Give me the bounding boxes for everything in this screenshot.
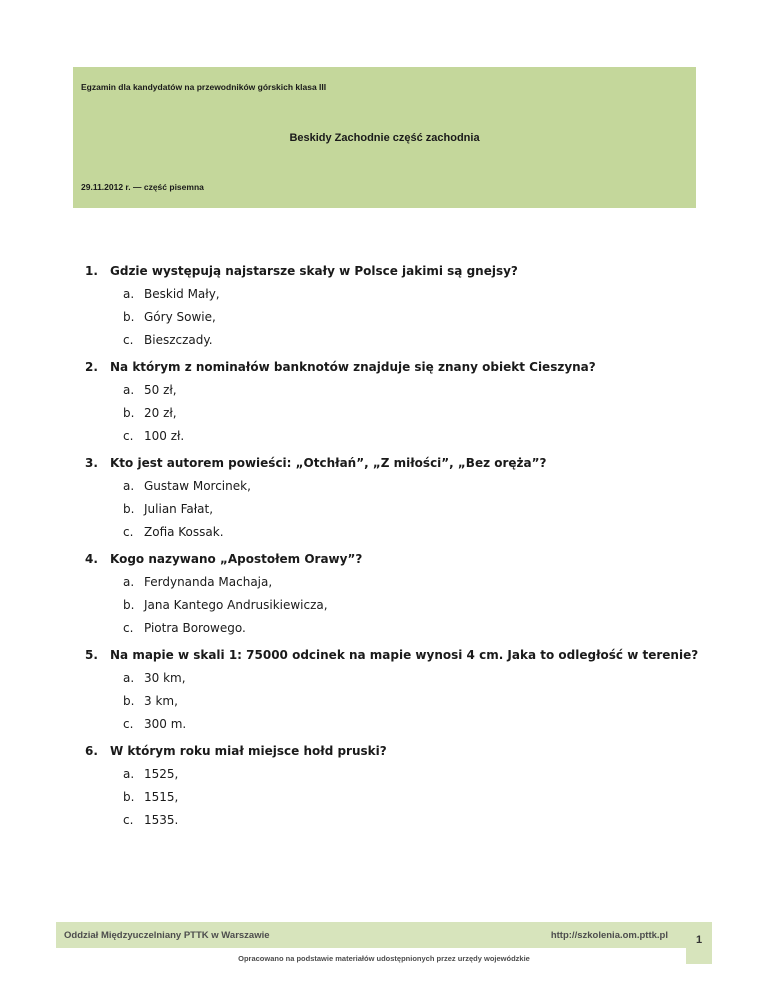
answer-option: [123, 524, 725, 541]
question: [85, 262, 725, 349]
answer-text: Beskid Mały,: [144, 287, 220, 301]
answer-option: [123, 405, 725, 422]
answer-letter: b.: [123, 694, 135, 708]
answer-letter: c.: [123, 717, 134, 731]
answer-text: Góry Sowie,: [144, 310, 216, 324]
answer-letter: c.: [123, 813, 134, 827]
answer-text: 3 km,: [144, 694, 178, 708]
question-title: [85, 262, 725, 280]
answer-letter: b.: [123, 502, 135, 516]
answer-letter: b.: [123, 310, 135, 324]
answer-option: [123, 332, 725, 349]
question-list: [85, 262, 725, 838]
answer-text: 50 zł,: [144, 383, 177, 397]
question-text: Na mapie w skali 1: 75000 odcinek na mapie wynosi 4 cm. Jaka to odległość w terenie?: [110, 648, 699, 662]
answer-letter: c.: [123, 333, 134, 347]
question-number: 1.: [85, 264, 98, 278]
answer-option: [123, 789, 725, 806]
answer-text: 1535.: [144, 813, 179, 827]
question-number: 4.: [85, 552, 98, 566]
answer-letter: a.: [123, 383, 135, 397]
question: [85, 742, 725, 829]
question-title: [85, 646, 725, 664]
answer-text: 300 m.: [144, 717, 187, 731]
answer-letter: c.: [123, 621, 134, 635]
exam-region: Beskidy Zachodnie część zachodnia: [289, 132, 480, 144]
answer-option: [123, 620, 725, 637]
footer-link[interactable]: http://szkolenia.om.pttk.pl: [550, 930, 668, 941]
question-number: 5.: [85, 648, 98, 662]
answer-text: 1515,: [144, 790, 179, 804]
question-number: 2.: [85, 360, 98, 374]
answer-text: 1525,: [144, 767, 179, 781]
answer-letter: a.: [123, 671, 135, 685]
answer-option: [123, 693, 725, 710]
question-title: [85, 742, 725, 760]
exam-title: Egzamin dla kandydatów na przewodników górskich klasa III: [81, 82, 327, 92]
answer-option: [123, 597, 725, 614]
answer-text: Jana Kantego Andrusikiewicza,: [144, 598, 328, 612]
answer-letter: c.: [123, 429, 134, 443]
question-title: [85, 454, 725, 472]
answer-option: [123, 309, 725, 326]
answer-option: [123, 670, 725, 687]
answer-option: [123, 478, 725, 495]
answer-text: Gustaw Morcinek,: [144, 479, 251, 493]
exam-date: 29.11.2012 r. — część pisemna: [81, 182, 204, 192]
answer-option: [123, 382, 725, 399]
question-text: Gdzie występują najstarsze skały w Polsce jakimi są gnejsy?: [110, 264, 518, 278]
question-title: [85, 358, 725, 376]
answer-option: [123, 428, 725, 445]
footer-note: Opracowano na podstawie materiałów udostępnionych przez urzędy wojewódzkie: [238, 954, 530, 963]
answer-letter: c.: [123, 525, 134, 539]
answer-text: Bieszczady.: [144, 333, 213, 347]
answer-text: Piotra Borowego.: [144, 621, 246, 635]
footer-organization: Oddział Międzyuczelniany PTTK w Warszawie: [64, 930, 270, 941]
question-text: W którym roku miał miejsce hołd pruski?: [110, 744, 387, 758]
answer-option: [123, 766, 725, 783]
answer-option: [123, 812, 725, 829]
question-text: Kogo nazywano „Apostołem Orawy”?: [110, 552, 363, 566]
question-title: [85, 550, 725, 568]
question-text: Na którym z nominałów banknotów znajduje się znany obiekt Cieszyna?: [110, 360, 596, 374]
answer-letter: b.: [123, 790, 135, 804]
question: [85, 550, 725, 637]
answer-text: 30 km,: [144, 671, 186, 685]
answer-letter: a.: [123, 479, 135, 493]
answer-text: Ferdynanda Machaja,: [144, 575, 273, 589]
exam-header: [73, 67, 696, 208]
question-text: Kto jest autorem powieści: „Otchłań”, „Z miłości”, „Bez oręża”?: [110, 456, 547, 470]
answer-letter: a.: [123, 575, 135, 589]
answer-letter: b.: [123, 406, 135, 420]
answer-text: Zofia Kossak.: [144, 525, 224, 539]
footer-bar: [56, 922, 686, 948]
question: [85, 646, 725, 733]
question: [85, 454, 725, 541]
answer-text: 100 zł.: [144, 429, 185, 443]
answer-letter: b.: [123, 598, 135, 612]
answer-option: [123, 574, 725, 591]
page-number: 1: [695, 934, 703, 946]
question-number: 3.: [85, 456, 98, 470]
answer-option: [123, 286, 725, 303]
answer-option: [123, 716, 725, 733]
question: [85, 358, 725, 445]
answer-letter: a.: [123, 767, 135, 781]
question-number: 6.: [85, 744, 98, 758]
answer-letter: a.: [123, 287, 135, 301]
answer-option: [123, 501, 725, 518]
answer-text: Julian Fałat,: [144, 502, 214, 516]
answer-text: 20 zł,: [144, 406, 177, 420]
